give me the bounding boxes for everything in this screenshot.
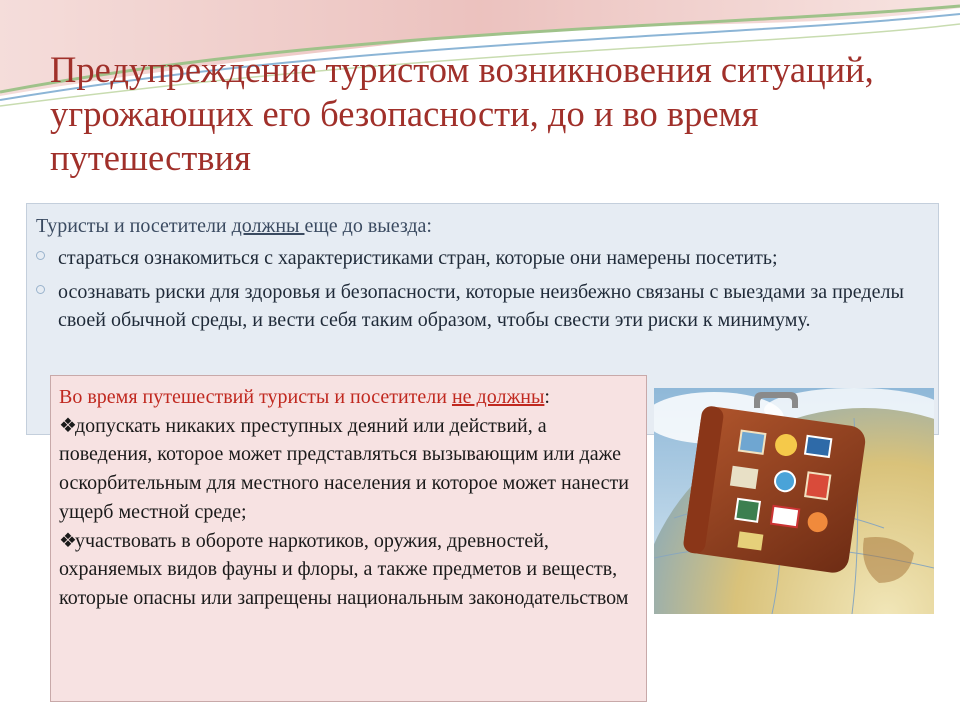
must-word: должны: [231, 215, 305, 237]
before-trip-intro: Туристы и посетители должны еще до выезда:: [36, 215, 432, 237]
before-trip-list: [36, 244, 936, 334]
suitcase-on-globe-icon: [654, 388, 934, 614]
during-trip-content: [59, 383, 644, 613]
list-item: ❖участвовать в обороте наркотиков, оружия, древностей, охраняемых видов фауны и флоры, а также предметов и веществ, которые опасны или запрещены национальным законодательством: [59, 527, 644, 613]
during-trip-list: [59, 412, 644, 613]
must-not-words: не должны: [451, 386, 545, 408]
list-item: ❖допускать никаких преступных деяний или действий, а поведения, которое может представляться вызывающим или даже оскорбительным для местного населения и которое может нанести ущерб местной среде;: [59, 412, 644, 527]
suitcase-globe-image: [654, 388, 934, 614]
before-trip-content: [36, 212, 936, 340]
diamond-bullet-icon: ❖: [59, 414, 77, 437]
diamond-bullet-icon: ❖: [59, 529, 77, 552]
list-item: стараться ознакомиться с характеристиками стран, которые они намерены посетить;: [36, 244, 936, 272]
circle-bullet-icon: [36, 251, 45, 260]
list-item: осознавать риски для здоровья и безопасности, которые неизбежно связаны с выездами за пределы своей обычной среды, и вести себя таким образом, чтобы свести эти риски к минимуму.: [36, 278, 936, 334]
slide-title: Предупреждение туристом возникновения ситуаций, угрожающих его безопасности, до и во время путешествия: [50, 49, 874, 178]
during-trip-intro: Во время путешествий туристы и посетители не должны:: [59, 386, 550, 408]
circle-bullet-icon: [36, 285, 45, 294]
